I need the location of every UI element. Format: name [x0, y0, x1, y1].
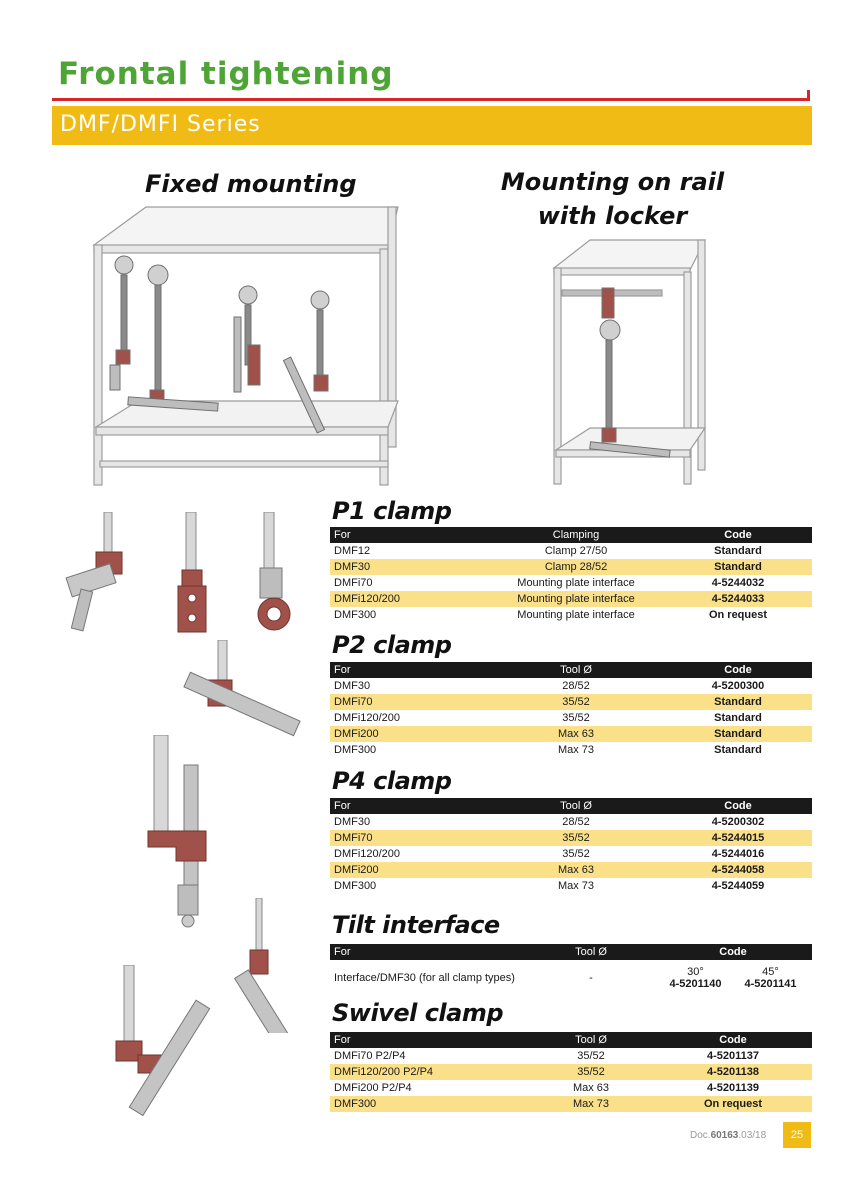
cell-for: DMFi70 P2/P4 — [330, 1048, 528, 1064]
cell-for: DMF300 — [330, 1096, 528, 1112]
p1-clamp-table — [330, 527, 812, 623]
cell-for: DMF30 — [330, 678, 488, 694]
cell-code: 4-5244032 — [664, 575, 812, 591]
cell-for: DMFi120/200 — [330, 710, 488, 726]
cell-for: DMFi200 P2/P4 — [330, 1080, 528, 1096]
cell-for: DMF12 — [330, 543, 488, 559]
table-row — [330, 726, 812, 742]
cell-for: DMF30 — [330, 814, 488, 830]
tilt-angles — [658, 966, 808, 978]
rail-mounting-illustration — [550, 238, 710, 488]
cell-tool-diameter: Max 63 — [488, 862, 664, 878]
cell-for: DMFi120/200 P2/P4 — [330, 1064, 528, 1080]
table-row — [330, 694, 812, 710]
tilt-interface-image — [226, 898, 328, 1033]
table-header-row — [330, 944, 812, 960]
cell-for: DMF30 — [330, 559, 488, 575]
column-header-for: For — [330, 798, 488, 814]
p2-clamp-table — [330, 662, 812, 758]
cell-for: DMFi200 — [330, 726, 488, 742]
p4-clamp-title: P4 clamp — [332, 767, 452, 795]
table-row — [330, 559, 812, 575]
column-header-tool-diameter: Tool Ø — [528, 1032, 654, 1048]
table-row — [330, 591, 812, 607]
cell-code: Standard — [664, 742, 812, 758]
cell-tool-diameter: - — [528, 960, 654, 996]
column-header-tool-diameter: Tool Ø — [488, 798, 664, 814]
cell-for: DMFi70 — [330, 575, 488, 591]
cell-code: 4-5244059 — [664, 878, 812, 894]
cell-code: 4-5201139 — [654, 1080, 812, 1096]
tilt-code-45: 4-5201141 — [744, 978, 797, 990]
column-header-clamping: Clamping — [488, 527, 664, 543]
cell-code: Standard — [664, 726, 812, 742]
cell-tool-diameter: Max 63 — [488, 726, 664, 742]
cell-for: DMF300 — [330, 607, 488, 623]
doc-prefix: Doc. — [690, 1130, 711, 1141]
cell-tool-diameter: 35/52 — [488, 846, 664, 862]
table-row — [330, 1064, 812, 1080]
tilt-interface-table — [330, 944, 812, 996]
table-row — [330, 862, 812, 878]
cell-code: On request — [654, 1096, 812, 1112]
p2-clamp-title: P2 clamp — [332, 631, 452, 659]
cell-code: 4-5200302 — [664, 814, 812, 830]
p4-clamp-image — [140, 735, 220, 930]
table-row — [330, 575, 812, 591]
cell-code: 4-5201138 — [654, 1064, 812, 1080]
cell-for: DMF300 — [330, 878, 488, 894]
cell-tool-diameter: Max 73 — [488, 742, 664, 758]
column-header-for: For — [330, 662, 488, 678]
column-header-code: Code — [664, 798, 812, 814]
tilt-interface-title: Tilt interface — [332, 911, 500, 939]
cell-code: Standard — [664, 710, 812, 726]
p1-clamp-image-2 — [172, 512, 217, 637]
cell-for: DMFi70 — [330, 830, 488, 846]
cell-tool-diameter: 28/52 — [488, 814, 664, 830]
tilt-angle-45: 45° — [762, 966, 779, 978]
page-title: Frontal tightening — [58, 56, 394, 92]
p4-clamp-table — [330, 798, 812, 894]
cell-code: 4-5200300 — [664, 678, 812, 694]
table-row — [330, 742, 812, 758]
cell-tool-diameter: 35/52 — [488, 710, 664, 726]
cell-code: 4-5244058 — [664, 862, 812, 878]
cell-for: DMFi200 — [330, 862, 488, 878]
fixed-mounting-heading: Fixed mounting — [145, 170, 357, 198]
column-header-code: Code — [654, 944, 812, 960]
tilt-codes — [658, 978, 808, 990]
cell-for: DMF300 — [330, 742, 488, 758]
document-reference — [690, 1130, 766, 1141]
rail-mounting-heading-line2: with locker — [537, 202, 688, 230]
title-underline-tick — [807, 90, 810, 101]
title-underline — [52, 98, 810, 101]
cell-code: Standard — [664, 694, 812, 710]
p1-clamp-image-1 — [62, 512, 142, 634]
table-row — [330, 1048, 812, 1064]
cell-for: DMFi120/200 — [330, 846, 488, 862]
cell-code: 4-5201137 — [654, 1048, 812, 1064]
cell-for: Interface/DMF30 (for all clamp types) — [330, 960, 528, 996]
cell-clamping: Mounting plate interface — [488, 575, 664, 591]
cell-tool-diameter: 28/52 — [488, 678, 664, 694]
cell-code: Standard — [664, 559, 812, 575]
cell-tool-diameter: 35/52 — [528, 1048, 654, 1064]
table-header-row — [330, 1032, 812, 1048]
rail-mounting-heading — [500, 165, 725, 233]
column-header-for: For — [330, 944, 528, 960]
fixed-mounting-illustration — [88, 205, 403, 490]
table-row — [330, 960, 812, 996]
tilt-code-30: 4-5201140 — [669, 978, 722, 990]
cell-code — [654, 960, 812, 996]
doc-suffix: .03/18 — [738, 1130, 767, 1141]
table-header-row — [330, 798, 812, 814]
table-row — [330, 878, 812, 894]
table-header-row — [330, 527, 812, 543]
p1-clamp-image-3 — [250, 512, 295, 637]
swivel-clamp-title: Swivel clamp — [332, 999, 504, 1027]
table-row — [330, 543, 812, 559]
cell-tool-diameter: 35/52 — [488, 694, 664, 710]
series-title: DMF/DMFI Series — [60, 112, 261, 137]
column-header-code: Code — [654, 1032, 812, 1048]
cell-clamping: Clamp 28/52 — [488, 559, 664, 575]
column-header-code: Code — [664, 527, 812, 543]
cell-clamping: Mounting plate interface — [488, 591, 664, 607]
rail-mounting-heading-line1: Mounting on rail — [500, 168, 725, 196]
cell-code: 4-5244016 — [664, 846, 812, 862]
swivel-clamp-image — [108, 965, 220, 1135]
table-row — [330, 1080, 812, 1096]
swivel-clamp-table — [330, 1032, 812, 1112]
table-header-row — [330, 662, 812, 678]
table-row — [330, 678, 812, 694]
cell-tool-diameter: 35/52 — [488, 830, 664, 846]
cell-code: 4-5244033 — [664, 591, 812, 607]
cell-tool-diameter: 35/52 — [528, 1064, 654, 1080]
column-header-for: For — [330, 1032, 528, 1048]
column-header-tool-diameter: Tool Ø — [528, 944, 654, 960]
page-number: 25 — [783, 1122, 811, 1148]
column-header-for: For — [330, 527, 488, 543]
table-row — [330, 1096, 812, 1112]
cell-tool-diameter: Max 73 — [488, 878, 664, 894]
cell-tool-diameter: Max 73 — [528, 1096, 654, 1112]
table-row — [330, 814, 812, 830]
cell-code: 4-5244015 — [664, 830, 812, 846]
cell-tool-diameter: Max 63 — [528, 1080, 654, 1096]
column-header-code: Code — [664, 662, 812, 678]
cell-for: DMFi120/200 — [330, 591, 488, 607]
tilt-angle-30: 30° — [687, 966, 704, 978]
table-row — [330, 830, 812, 846]
doc-number: 60163 — [710, 1130, 739, 1141]
cell-code: On request — [664, 607, 812, 623]
cell-for: DMFi70 — [330, 694, 488, 710]
table-row — [330, 607, 812, 623]
column-header-tool-diameter: Tool Ø — [488, 662, 664, 678]
cell-clamping: Clamp 27/50 — [488, 543, 664, 559]
cell-clamping: Mounting plate interface — [488, 607, 664, 623]
cell-code: Standard — [664, 543, 812, 559]
p1-clamp-title: P1 clamp — [332, 497, 452, 525]
table-row — [330, 846, 812, 862]
table-row — [330, 710, 812, 726]
